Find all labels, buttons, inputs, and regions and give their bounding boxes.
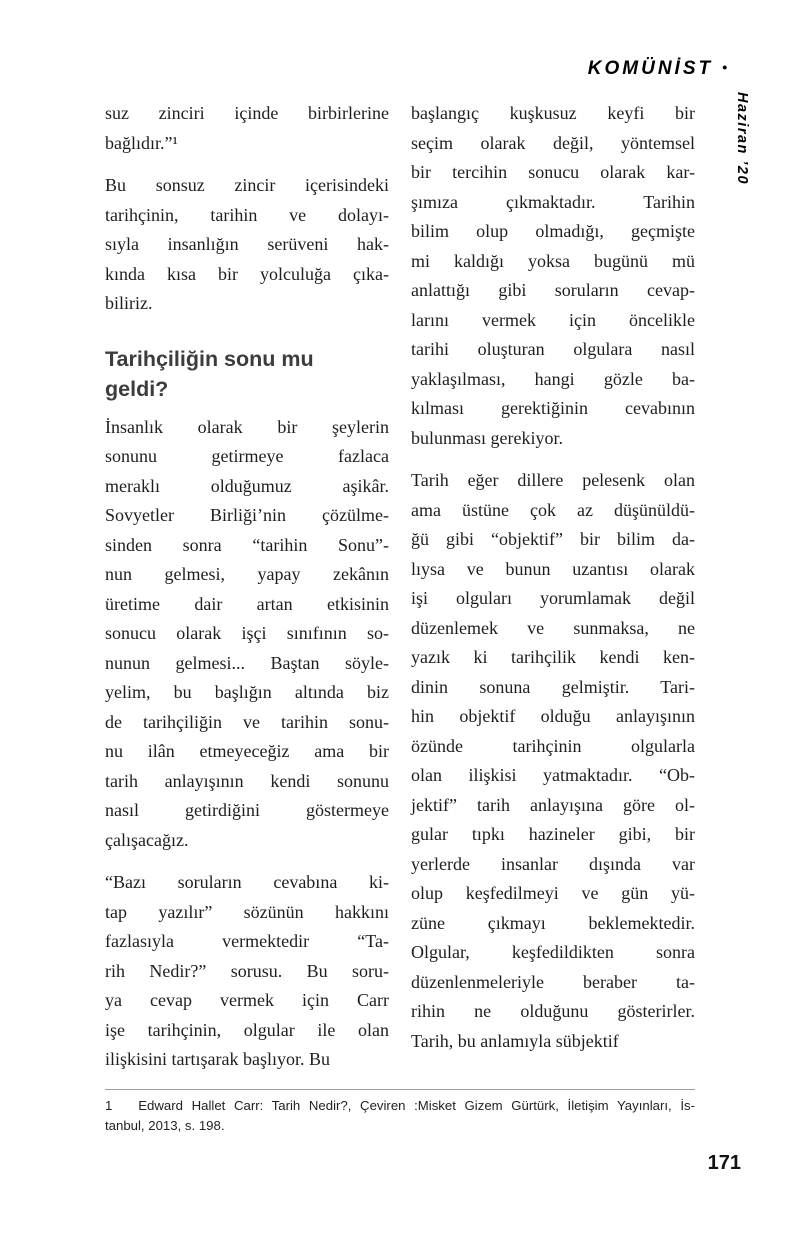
text-line: nun gelmesi, yapay zekânın (105, 564, 389, 584)
text-line: üretime dair artan etkisinin (105, 593, 389, 614)
left-column (105, 99, 389, 1088)
text-line: olup keşfedilmeyi ve gün yü- (411, 883, 695, 903)
text-line: sonunu getirmeye fazlaca (105, 446, 389, 466)
text-line: özünde tarihçinin olgularla (411, 735, 695, 756)
text-line: nunun gelmesi... Baştan söyle- (105, 652, 389, 673)
text-line: seçim olarak değil, yöntemsel (411, 132, 695, 153)
text-line: sıyla insanlığın serüveni hak- (105, 234, 389, 254)
text-line: düzenlenmeleriyle beraber ta- (411, 971, 695, 992)
text-line: geldi? (105, 376, 169, 401)
page-number: 171 (707, 1152, 741, 1174)
text-line: rih Nedir?” sorusu. Bu soru- (105, 960, 389, 981)
text-line: “Bazı soruların cevabına ki- (105, 872, 389, 892)
text-line: kılması gerektiğinin cevabının (411, 398, 695, 418)
text-line: yerlerde insanlar dışında var (411, 853, 695, 874)
text-line: ğü gibi “objektif” bir bilim da- (411, 529, 695, 549)
text-line: bağlıdır.”¹ (105, 132, 178, 153)
text-line: meraklı olduğumuz aşikâr. (105, 475, 389, 496)
body-paragraph (105, 868, 389, 1075)
text-line: kında kısa bir yolculuğa çıka- (105, 263, 389, 284)
text-line: mi kaldığı yoksa bugünü mü (411, 250, 695, 271)
text-line: ama üstüne çok az düşünüldü- (411, 499, 695, 520)
masthead (588, 58, 727, 80)
text-line: tarih anlayışının kendi sonunu (105, 770, 389, 791)
body-paragraph (411, 99, 695, 453)
text-line: anlattığı gibi soruların cevap- (411, 280, 695, 300)
text-line: işe tarihçinin, olgular ile olan (105, 1019, 389, 1040)
text-line: bulunması gerekiyor. (411, 427, 563, 448)
text-columns (105, 99, 695, 1088)
text-line: lıysa ve bunun uzantısı olarak (411, 558, 695, 579)
text-line: züne çıkmayı beklemektedir. (411, 912, 695, 933)
section-heading (105, 344, 389, 404)
footnote-text (105, 1096, 695, 1135)
text-line: sinden sonra “tarihin Sonu”- (105, 534, 389, 555)
text-line: de tarihçiliğin ve tarihin sonu- (105, 711, 389, 732)
text-line: bir tercihin sonucu olarak kar- (411, 162, 695, 182)
text-line: olan ilişkisi yatmaktadır. “Ob- (411, 765, 695, 785)
text-line: jektif” tarih anlayışına göre ol- (411, 794, 695, 815)
text-line: Tarihçiliğin sonu mu (105, 346, 314, 371)
footnote (105, 1096, 695, 1135)
text-line: biliriz. (105, 293, 153, 313)
text-line: 1 Edward Hallet Carr: Tarih Nedir?, Çeviren :Misket Gizem Gürtürk, İletişim Yayınları, İs- (105, 1098, 695, 1113)
text-line: Tarih eğer dillere pelesenk olan (411, 470, 695, 490)
text-line: çalışacağız. (105, 829, 189, 850)
text-line: tarihi oluşturan olgulara nasıl (411, 339, 695, 359)
text-line: tap yazılır” sözünün hakkını (105, 901, 389, 922)
text-line: sonucu olarak işçi sınıfının so- (105, 623, 389, 643)
text-line: ilişkisini tartışarak başlıyor. Bu (105, 1049, 330, 1069)
text-line: yelim, bu başlığın altında biz (105, 682, 389, 702)
text-line: başlangıç kuşkusuz keyfi bir (411, 103, 695, 123)
text-line: hin objektif olduğu anlayışının (411, 706, 695, 726)
text-line: yaklaşılması, hangi gözle ba- (411, 368, 695, 389)
text-line: suz zinciri içinde birbirlerine (105, 103, 389, 123)
text-line: ya cevap vermek için Carr (105, 990, 389, 1010)
body-paragraph (105, 99, 389, 158)
text-line: tarihçinin, tarihin ve dolayı- (105, 204, 389, 225)
text-line: nu ilân etmeyeceğiz ama bir (105, 741, 389, 761)
text-line: dinin sonuna gelmiştir. Tari- (411, 676, 695, 697)
masthead-bullet: • (722, 59, 727, 75)
body-paragraph (105, 413, 389, 856)
text-line: fazlasıyla vermektedir “Ta- (105, 931, 389, 951)
body-paragraph (105, 171, 389, 319)
text-line: Sovyetler Birliği’nin çözülme- (105, 505, 389, 525)
text-line: rihin ne olduğunu gösterirler. (411, 1001, 695, 1021)
body-paragraph (411, 466, 695, 1056)
text-line: Bu sonsuz zincir içerisindeki (105, 175, 389, 195)
text-line: İnsanlık olarak bir şeylerin (105, 416, 389, 437)
text-line: nasıl getirdiğini göstermeye (105, 800, 389, 820)
text-line: larını vermek için öncelikle (411, 309, 695, 330)
text-line: işi olguları yorumlamak değil (411, 588, 695, 608)
footnote-area (105, 1089, 695, 1135)
masthead-title: KOMÜNİST (587, 58, 714, 79)
text-line: bilim olup olmadığı, geçmişte (411, 221, 695, 241)
text-line: Tarih, bu anlamıyla sübjektif (411, 1030, 619, 1051)
text-line: tanbul, 2013, s. 198. (105, 1117, 225, 1133)
right-column (411, 99, 695, 1088)
text-line: şımıza çıkmaktadır. Tarihin (411, 191, 695, 212)
text-line: yazık ki tarihçilik kendi ken- (411, 647, 695, 667)
text-line: düzenlemek ve sunmaksa, ne (411, 617, 695, 638)
issue-date-vertical: Haziran ’20 (734, 92, 750, 186)
text-line: gular tıpkı hazineler gibi, bir (411, 824, 695, 844)
text-line: Olgular, keşfedildikten sonra (411, 942, 695, 962)
